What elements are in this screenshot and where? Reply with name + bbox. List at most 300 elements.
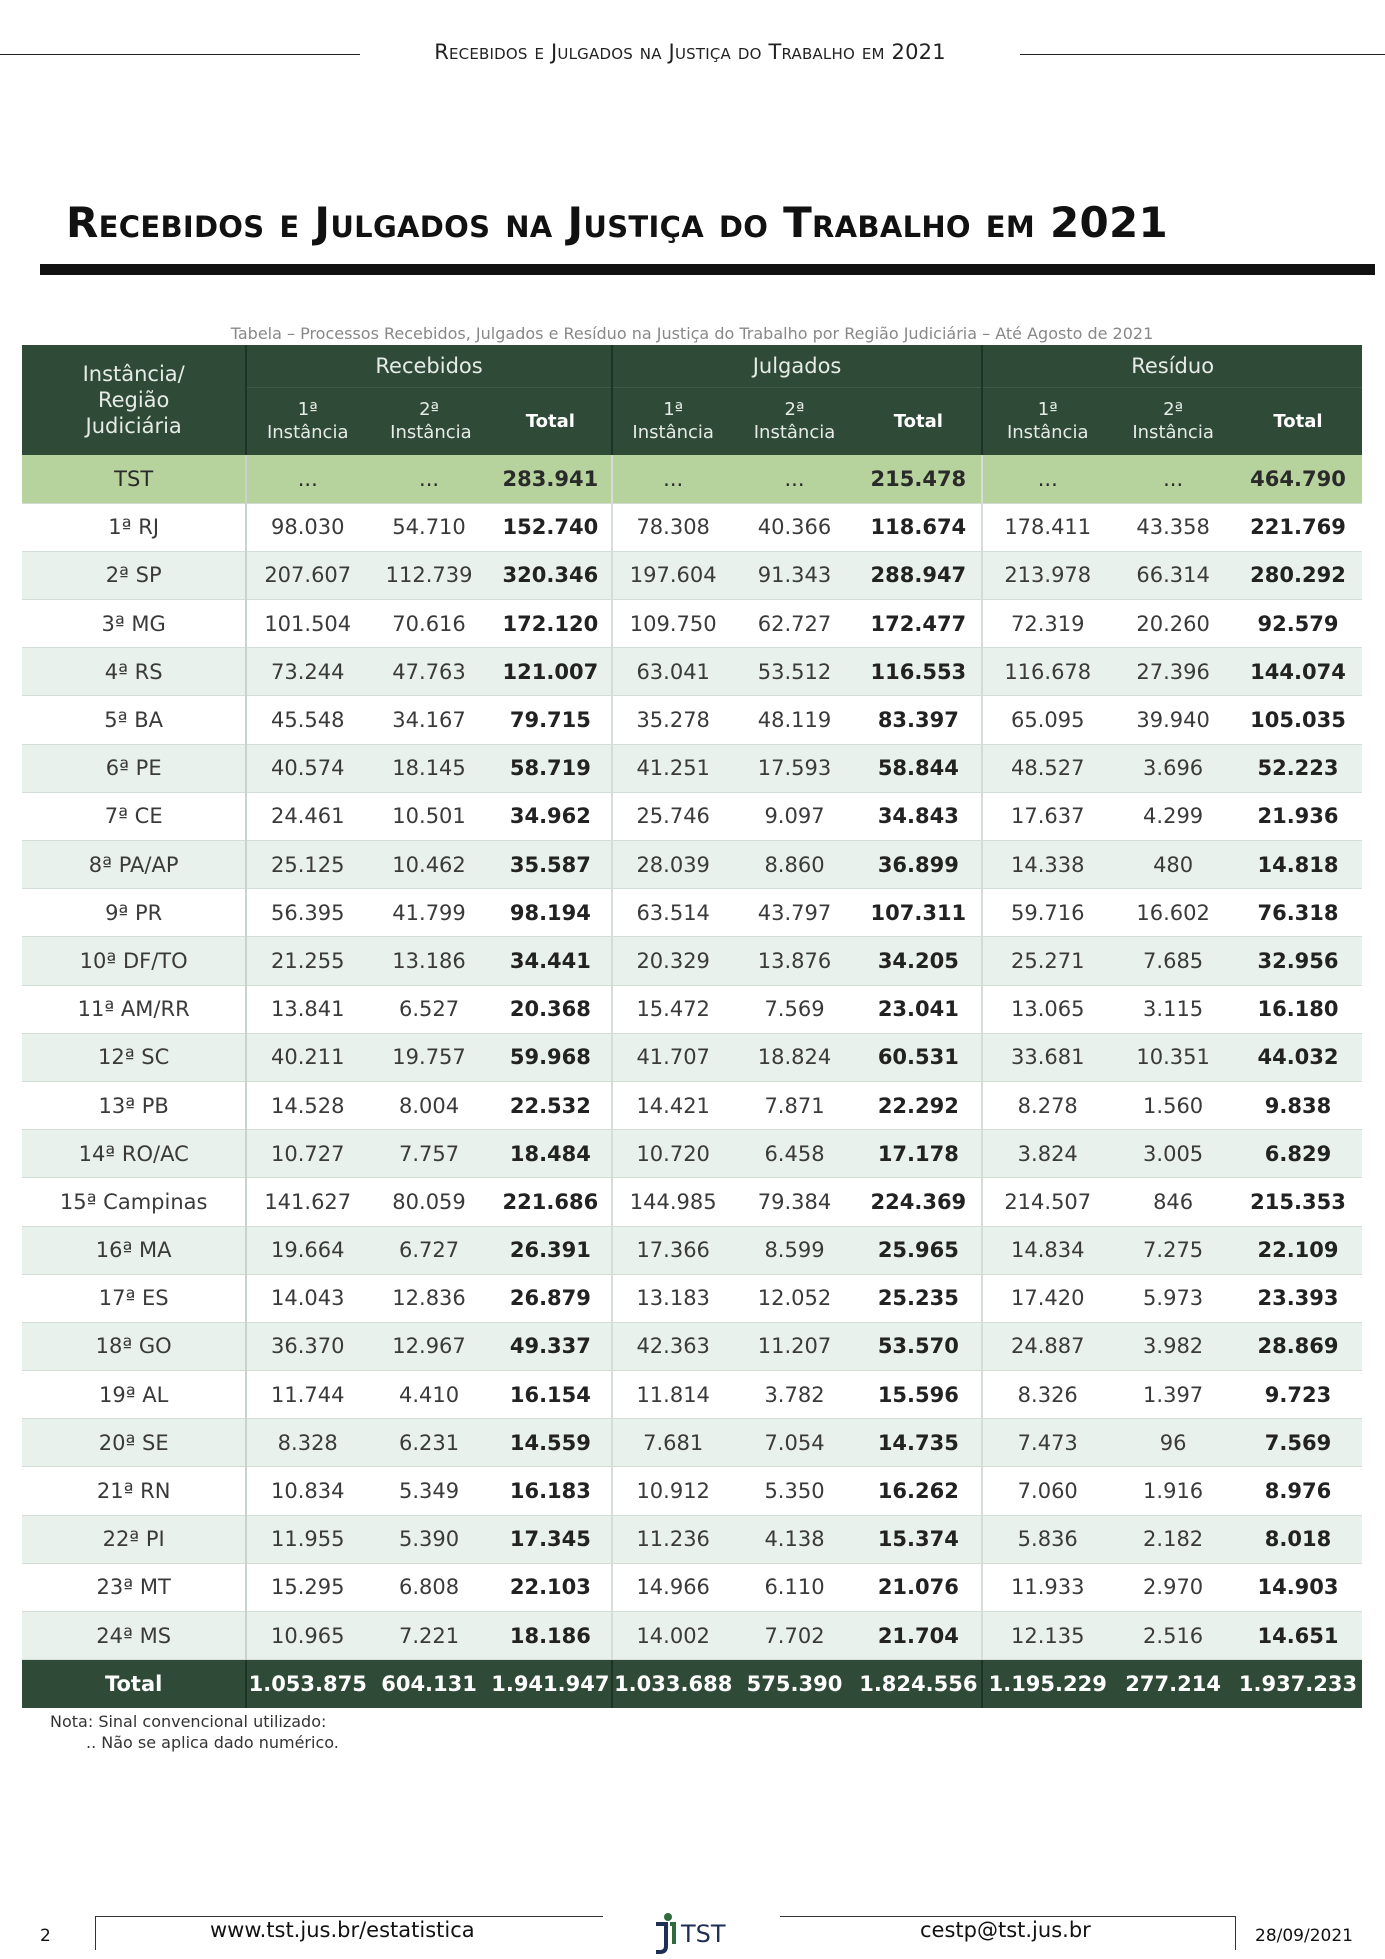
table-row [22,937,1362,985]
value-cell: 207.607 [246,551,368,599]
total-cell: 1.941.947 [490,1660,612,1708]
value-cell: 25.746 [612,792,734,840]
total-value-cell: 288.947 [855,551,982,599]
value-cell: 41.799 [368,889,490,937]
total-value-cell: 105.035 [1234,696,1362,744]
region-cell: 23ª MT [22,1563,246,1611]
total-value-cell: 25.235 [855,1274,982,1322]
value-cell: 1.560 [1112,1081,1234,1129]
value-cell: 144.985 [612,1178,734,1226]
group-header-residuo: Resíduo [982,345,1362,387]
total-value-cell: 16.262 [855,1467,982,1515]
total-value-cell: 79.715 [490,696,612,744]
value-cell: 9.097 [734,792,856,840]
total-value-cell: 121.007 [490,648,612,696]
value-cell: 91.343 [734,551,856,599]
subheader-julgados-1a: 1ª Instância [612,387,734,455]
total-row [22,1660,1362,1708]
running-header [0,38,1385,78]
value-cell: 7.054 [734,1419,856,1467]
value-cell: 4.299 [1112,792,1234,840]
value-cell: 6.727 [368,1226,490,1274]
value-cell: 59.716 [982,889,1112,937]
value-cell: 28.039 [612,841,734,889]
value-cell: 11.207 [734,1322,856,1370]
region-cell: 6ª PE [22,744,246,792]
total-cell: 1.053.875 [246,1660,368,1708]
value-cell: 17.420 [982,1274,1112,1322]
value-cell: 36.370 [246,1322,368,1370]
table-row [22,1178,1362,1226]
table-row [22,1081,1362,1129]
table-note [50,1711,339,1753]
total-value-cell: 18.186 [490,1612,612,1660]
value-cell: 7.681 [612,1419,734,1467]
region-cell: 17ª ES [22,1274,246,1322]
value-cell: 10.912 [612,1467,734,1515]
value-cell: 14.834 [982,1226,1112,1274]
value-cell: 112.739 [368,551,490,599]
value-cell: ... [368,455,490,503]
running-header-title: Recebidos e Julgados na Justiça do Trabalho em 2021 [434,40,946,64]
value-cell: 7.221 [368,1612,490,1660]
total-value-cell: 58.844 [855,744,982,792]
value-cell: 3.982 [1112,1322,1234,1370]
table-footer [22,1660,1362,1708]
footer-rule [95,1916,603,1917]
group-header-julgados: Julgados [612,345,983,387]
value-cell: 15.472 [612,985,734,1033]
total-value-cell: 17.345 [490,1515,612,1563]
total-cell: 575.390 [734,1660,856,1708]
total-value-cell: 34.962 [490,792,612,840]
value-cell: 8.860 [734,841,856,889]
value-cell: 27.396 [1112,648,1234,696]
table-row [22,841,1362,889]
total-value-cell: 44.032 [1234,1033,1362,1081]
value-cell: 16.602 [1112,889,1234,937]
total-value-cell: 98.194 [490,889,612,937]
value-cell: 5.349 [368,1467,490,1515]
region-cell: 20ª SE [22,1419,246,1467]
total-value-cell: 15.596 [855,1371,982,1419]
value-cell: 10.834 [246,1467,368,1515]
total-label: Total [22,1660,246,1708]
value-cell: 96 [1112,1419,1234,1467]
value-cell: 63.514 [612,889,734,937]
value-cell: ... [612,455,734,503]
total-value-cell: 320.346 [490,551,612,599]
value-cell: 14.043 [246,1274,368,1322]
subheader-recebidos-1a: 1ª Instância [246,387,368,455]
subheader-residuo-2a: 2ª Instância [1112,387,1234,455]
region-cell: 2ª SP [22,551,246,599]
value-cell: 6.458 [734,1130,856,1178]
table-row [22,648,1362,696]
total-value-cell: 26.879 [490,1274,612,1322]
region-cell: 19ª AL [22,1371,246,1419]
value-cell: 5.973 [1112,1274,1234,1322]
footer-date: 28/09/2021 [1255,1926,1353,1946]
total-value-cell: 26.391 [490,1226,612,1274]
table-row [22,551,1362,599]
total-value-cell: 49.337 [490,1322,612,1370]
value-cell: 7.871 [734,1081,856,1129]
value-cell: 3.782 [734,1371,856,1419]
total-value-cell: 58.719 [490,744,612,792]
value-cell: 43.358 [1112,503,1234,551]
total-value-cell: 280.292 [1234,551,1362,599]
subheader-recebidos-2a: 2ª Instância [368,387,490,455]
region-cell: 21ª RN [22,1467,246,1515]
value-cell: 11.933 [982,1563,1112,1611]
region-cell: 14ª RO/AC [22,1130,246,1178]
region-cell: 1ª RJ [22,503,246,551]
value-cell: 7.702 [734,1612,856,1660]
subheader-recebidos-total: Total [490,387,612,455]
value-cell: 45.548 [246,696,368,744]
total-value-cell: 21.704 [855,1612,982,1660]
value-cell: 41.251 [612,744,734,792]
value-cell: 480 [1112,841,1234,889]
footer-email-link[interactable]: cestp@tst.jus.br [920,1918,1091,1942]
value-cell: 1.916 [1112,1467,1234,1515]
table-header [22,345,1362,455]
total-value-cell: 52.223 [1234,744,1362,792]
value-cell: 65.095 [982,696,1112,744]
value-cell: 14.966 [612,1563,734,1611]
region-cell: TST [22,455,246,503]
value-cell: 213.978 [982,551,1112,599]
value-cell: 41.707 [612,1033,734,1081]
value-cell: 13.841 [246,985,368,1033]
footer-url-link[interactable]: www.tst.jus.br/estatistica [210,1918,475,1942]
table-row [22,503,1362,551]
region-cell: 4ª RS [22,648,246,696]
table-row [22,696,1362,744]
value-cell: 39.940 [1112,696,1234,744]
total-value-cell: 17.178 [855,1130,982,1178]
value-cell: 7.685 [1112,937,1234,985]
value-cell: 7.569 [734,985,856,1033]
table-row [22,1419,1362,1467]
total-value-cell: 116.553 [855,648,982,696]
value-cell: 25.125 [246,841,368,889]
value-cell: 42.363 [612,1322,734,1370]
subheader-julgados-2a: 2ª Instância [734,387,856,455]
table-row [22,600,1362,648]
total-value-cell: 8.018 [1234,1515,1362,1563]
total-value-cell: 118.674 [855,503,982,551]
table-body [22,455,1362,1660]
value-cell: 40.211 [246,1033,368,1081]
value-cell: 12.135 [982,1612,1112,1660]
value-cell: 98.030 [246,503,368,551]
value-cell: 21.255 [246,937,368,985]
total-value-cell: 21.936 [1234,792,1362,840]
value-cell: 5.350 [734,1467,856,1515]
value-cell: 17.366 [612,1226,734,1274]
total-value-cell: 16.180 [1234,985,1362,1033]
region-cell: 16ª MA [22,1226,246,1274]
table-row [22,1371,1362,1419]
value-cell: 18.145 [368,744,490,792]
total-value-cell: 16.183 [490,1467,612,1515]
value-cell: 1.397 [1112,1371,1234,1419]
region-cell: 13ª PB [22,1081,246,1129]
total-value-cell: 172.477 [855,600,982,648]
region-cell: 9ª PR [22,889,246,937]
value-cell: 8.599 [734,1226,856,1274]
total-value-cell: 9.723 [1234,1371,1362,1419]
value-cell: 48.527 [982,744,1112,792]
value-cell: 48.119 [734,696,856,744]
total-value-cell: 34.441 [490,937,612,985]
total-value-cell: 22.109 [1234,1226,1362,1274]
total-value-cell: 14.818 [1234,841,1362,889]
value-cell: 178.411 [982,503,1112,551]
total-value-cell: 14.651 [1234,1612,1362,1660]
page-footer [0,1900,1385,1959]
value-cell: 54.710 [368,503,490,551]
value-cell: 8.278 [982,1081,1112,1129]
value-cell: 4.410 [368,1371,490,1419]
total-value-cell: 35.587 [490,841,612,889]
value-cell: 3.005 [1112,1130,1234,1178]
logo-text: TST [681,1920,726,1948]
header-rule-right [1020,54,1385,55]
table-row [22,1563,1362,1611]
value-cell: 12.052 [734,1274,856,1322]
value-cell: 7.473 [982,1419,1112,1467]
region-cell: 24ª MS [22,1612,246,1660]
total-value-cell: 221.769 [1234,503,1362,551]
value-cell: 40.366 [734,503,856,551]
value-cell: 197.604 [612,551,734,599]
tst-row [22,455,1362,503]
value-cell: 13.876 [734,937,856,985]
total-value-cell: 34.205 [855,937,982,985]
region-cell: 15ª Campinas [22,1178,246,1226]
value-cell: 19.664 [246,1226,368,1274]
value-cell: 7.275 [1112,1226,1234,1274]
value-cell: 14.002 [612,1612,734,1660]
value-cell: 10.720 [612,1130,734,1178]
table-row [22,1226,1362,1274]
value-cell: 62.727 [734,600,856,648]
total-value-cell: 16.154 [490,1371,612,1419]
value-cell: 11.814 [612,1371,734,1419]
table-row [22,1130,1362,1178]
region-cell: 22ª PI [22,1515,246,1563]
total-value-cell: 25.965 [855,1226,982,1274]
total-value-cell: 83.397 [855,696,982,744]
value-cell: 79.384 [734,1178,856,1226]
value-cell: 10.965 [246,1612,368,1660]
value-cell: 8.326 [982,1371,1112,1419]
table-row [22,985,1362,1033]
subheader-residuo-1a: 1ª Instância [982,387,1112,455]
total-value-cell: 8.976 [1234,1467,1362,1515]
region-cell: 11ª AM/RR [22,985,246,1033]
value-cell: 5.836 [982,1515,1112,1563]
total-value-cell: 22.532 [490,1081,612,1129]
value-cell: 109.750 [612,600,734,648]
total-value-cell: 215.478 [855,455,982,503]
table-row [22,744,1362,792]
value-cell: 6.110 [734,1563,856,1611]
region-cell: 10ª DF/TO [22,937,246,985]
total-value-cell: 20.368 [490,985,612,1033]
value-cell: 7.060 [982,1467,1112,1515]
total-value-cell: 36.899 [855,841,982,889]
value-cell: 10.462 [368,841,490,889]
total-value-cell: 224.369 [855,1178,982,1226]
value-cell: 6.808 [368,1563,490,1611]
total-value-cell: 107.311 [855,889,982,937]
region-cell: 18ª GO [22,1322,246,1370]
total-cell: 277.214 [1112,1660,1234,1708]
subheader-residuo-total: Total [1234,387,1362,455]
total-value-cell: 215.353 [1234,1178,1362,1226]
value-cell: 13.186 [368,937,490,985]
header-rule-left [0,54,360,55]
value-cell: 101.504 [246,600,368,648]
table-row [22,1033,1362,1081]
total-value-cell: 22.292 [855,1081,982,1129]
total-value-cell: 23.393 [1234,1274,1362,1322]
table-row [22,1612,1362,1660]
value-cell: 72.319 [982,600,1112,648]
total-cell: 1.033.688 [612,1660,734,1708]
total-value-cell: 144.074 [1234,648,1362,696]
value-cell: 13.065 [982,985,1112,1033]
footer-rule [1235,1916,1236,1950]
value-cell: 11.955 [246,1515,368,1563]
value-cell: 6.231 [368,1419,490,1467]
total-value-cell: 14.735 [855,1419,982,1467]
value-cell: 3.696 [1112,744,1234,792]
value-cell: 34.167 [368,696,490,744]
value-cell: 78.308 [612,503,734,551]
value-cell: 15.295 [246,1563,368,1611]
total-value-cell: 283.941 [490,455,612,503]
value-cell: ... [1112,455,1234,503]
subheader-julgados-total: Total [855,387,982,455]
value-cell: 12.967 [368,1322,490,1370]
total-value-cell: 53.570 [855,1322,982,1370]
value-cell: 116.678 [982,648,1112,696]
total-value-cell: 59.968 [490,1033,612,1081]
region-cell: 12ª SC [22,1033,246,1081]
page-number: 2 [40,1926,51,1946]
total-value-cell: 92.579 [1234,600,1362,648]
total-value-cell: 9.838 [1234,1081,1362,1129]
value-cell: 11.744 [246,1371,368,1419]
value-cell: 2.516 [1112,1612,1234,1660]
total-value-cell: 34.843 [855,792,982,840]
value-cell: 6.527 [368,985,490,1033]
value-cell: 25.271 [982,937,1112,985]
value-cell: 14.421 [612,1081,734,1129]
tst-logo-icon [648,1910,738,1954]
value-cell: 24.461 [246,792,368,840]
page-title: Recebidos e Julgados na Justiça do Trabalho em 2021 [66,198,1169,247]
total-value-cell: 18.484 [490,1130,612,1178]
value-cell: 17.637 [982,792,1112,840]
total-value-cell: 76.318 [1234,889,1362,937]
value-cell: 19.757 [368,1033,490,1081]
value-cell: 4.138 [734,1515,856,1563]
table-row [22,1515,1362,1563]
footer-rule [780,1916,1235,1917]
total-value-cell: 28.869 [1234,1322,1362,1370]
value-cell: 2.970 [1112,1563,1234,1611]
tst-logo [648,1910,738,1954]
total-value-cell: 152.740 [490,503,612,551]
value-cell: 66.314 [1112,551,1234,599]
table-row [22,889,1362,937]
total-value-cell: 32.956 [1234,937,1362,985]
region-cell: 3ª MG [22,600,246,648]
value-cell: 12.836 [368,1274,490,1322]
value-cell: 35.278 [612,696,734,744]
footer-rule [95,1916,96,1950]
total-cell: 1.195.229 [982,1660,1112,1708]
value-cell: 80.059 [368,1178,490,1226]
total-value-cell: 21.076 [855,1563,982,1611]
total-value-cell: 221.686 [490,1178,612,1226]
value-cell: 73.244 [246,648,368,696]
value-cell: 3.115 [1112,985,1234,1033]
note-line-1: Nota: Sinal convencional utilizado: [50,1712,327,1731]
value-cell: 70.616 [368,600,490,648]
value-cell: 33.681 [982,1033,1112,1081]
region-cell: 7ª CE [22,792,246,840]
value-cell: 18.824 [734,1033,856,1081]
region-cell: 8ª PA/AP [22,841,246,889]
value-cell: 20.260 [1112,600,1234,648]
value-cell: 7.757 [368,1130,490,1178]
value-cell: 214.507 [982,1178,1112,1226]
total-value-cell: 7.569 [1234,1419,1362,1467]
value-cell: 13.183 [612,1274,734,1322]
value-cell: 11.236 [612,1515,734,1563]
table-caption: Tabela – Processos Recebidos, Julgados e Resíduo na Justiça do Trabalho por Região Judiciária – Até Agosto de 2021 [230,324,1154,343]
note-line-2: .. Não se aplica dado numérico. [86,1733,339,1752]
value-cell: 43.797 [734,889,856,937]
region-header: Instância/ Região Judiciária [22,345,246,455]
value-cell: 56.395 [246,889,368,937]
total-value-cell: 14.559 [490,1419,612,1467]
value-cell: ... [246,455,368,503]
value-cell: ... [734,455,856,503]
total-value-cell: 23.041 [855,985,982,1033]
value-cell: 14.338 [982,841,1112,889]
value-cell: 8.004 [368,1081,490,1129]
total-value-cell: 6.829 [1234,1130,1362,1178]
region-cell: 5ª BA [22,696,246,744]
value-cell: 5.390 [368,1515,490,1563]
title-rule [40,264,1375,275]
value-cell: 40.574 [246,744,368,792]
value-cell: 14.528 [246,1081,368,1129]
table-row [22,1322,1362,1370]
group-header-recebidos: Recebidos [246,345,611,387]
value-cell: 20.329 [612,937,734,985]
value-cell: 846 [1112,1178,1234,1226]
table-row [22,792,1362,840]
